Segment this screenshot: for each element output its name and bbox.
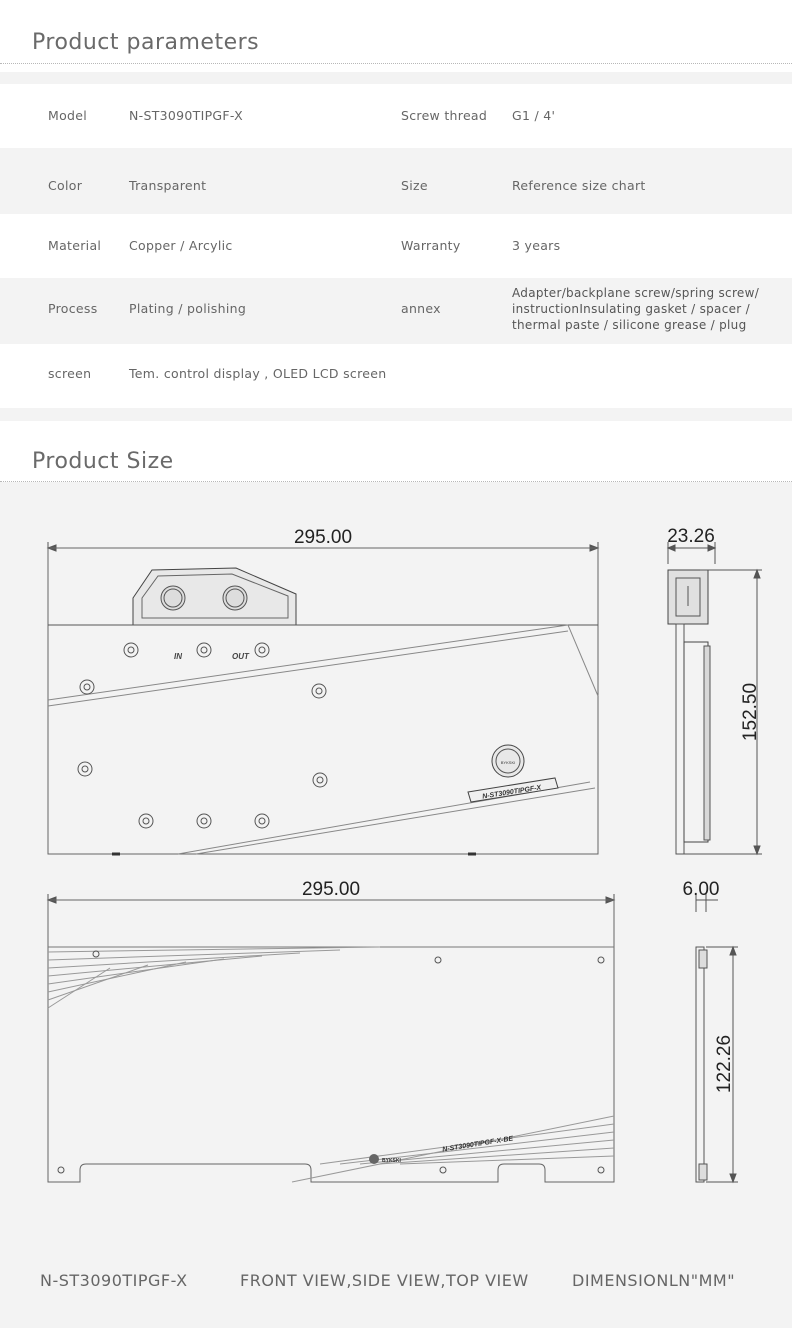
value-screen: Tem. control display , OLED LCD screen bbox=[129, 366, 387, 381]
value-annex-line-3: thermal paste / silicone grease / plug bbox=[512, 318, 747, 332]
dim-back-width: 295.00 bbox=[301, 879, 361, 900]
footer-views: FRONT VIEW,SIDE VIEW,TOP VIEW bbox=[240, 1271, 529, 1290]
value-screw-thread: G1 / 4' bbox=[512, 108, 556, 123]
label-screen: screen bbox=[48, 366, 92, 381]
value-annex-line-2: instructionInsulating gasket / spacer / bbox=[512, 302, 750, 316]
footer-unit: DIMENSIONLN"MM" bbox=[572, 1271, 736, 1290]
params-table bbox=[0, 72, 792, 421]
technical-drawing bbox=[0, 482, 792, 1262]
footer-model: N-ST3090TIPGF-X bbox=[40, 1271, 188, 1290]
value-process: Plating / polishing bbox=[129, 301, 247, 316]
logo-mark-front: BYKSKI bbox=[500, 760, 516, 765]
params-row-color bbox=[0, 150, 792, 214]
label-color: Color bbox=[48, 178, 83, 193]
label-size: Size bbox=[401, 178, 428, 193]
back-view bbox=[48, 894, 614, 1182]
params-divider bbox=[0, 63, 792, 64]
params-row-model bbox=[0, 84, 792, 148]
logo-mark-back: BYKSKI bbox=[382, 1158, 401, 1164]
params-row-screen bbox=[0, 344, 792, 408]
params-row-process bbox=[0, 278, 792, 342]
dim-side-depth: 23.26 bbox=[667, 526, 715, 547]
params-section-title: Product parameters bbox=[32, 30, 260, 55]
value-color: Transparent bbox=[129, 178, 207, 193]
size-section-title: Product Size bbox=[32, 449, 174, 474]
value-model: N-ST3090TIPGF-X bbox=[129, 108, 243, 123]
model-plate-text: N-ST3090TIPGF-X bbox=[481, 784, 542, 801]
dim-height: 152.50 bbox=[740, 682, 761, 742]
front-view bbox=[48, 542, 598, 854]
params-row-material bbox=[0, 214, 792, 278]
port-out-label: OUT bbox=[232, 652, 249, 661]
back-plate-text: N-ST3090TIPGF-X-BE bbox=[441, 1135, 514, 1154]
dim-back-height: 122.26 bbox=[714, 1034, 735, 1094]
label-model: Model bbox=[48, 108, 88, 123]
value-warranty: 3 years bbox=[512, 238, 561, 253]
label-annex: annex bbox=[401, 301, 441, 316]
label-material: Material bbox=[48, 238, 102, 253]
dim-back-thickness: 6.00 bbox=[682, 879, 720, 900]
value-material: Copper / Arcylic bbox=[129, 238, 233, 253]
port-in-label: IN bbox=[174, 652, 182, 661]
value-annex-line-1: Adapter/backplane screw/spring screw/ bbox=[512, 286, 760, 300]
label-process: Process bbox=[48, 301, 98, 316]
label-warranty: Warranty bbox=[401, 238, 461, 253]
label-screw-thread: Screw thread bbox=[401, 108, 488, 123]
dim-front-width: 295.00 bbox=[293, 527, 353, 548]
value-size: Reference size chart bbox=[512, 178, 646, 193]
